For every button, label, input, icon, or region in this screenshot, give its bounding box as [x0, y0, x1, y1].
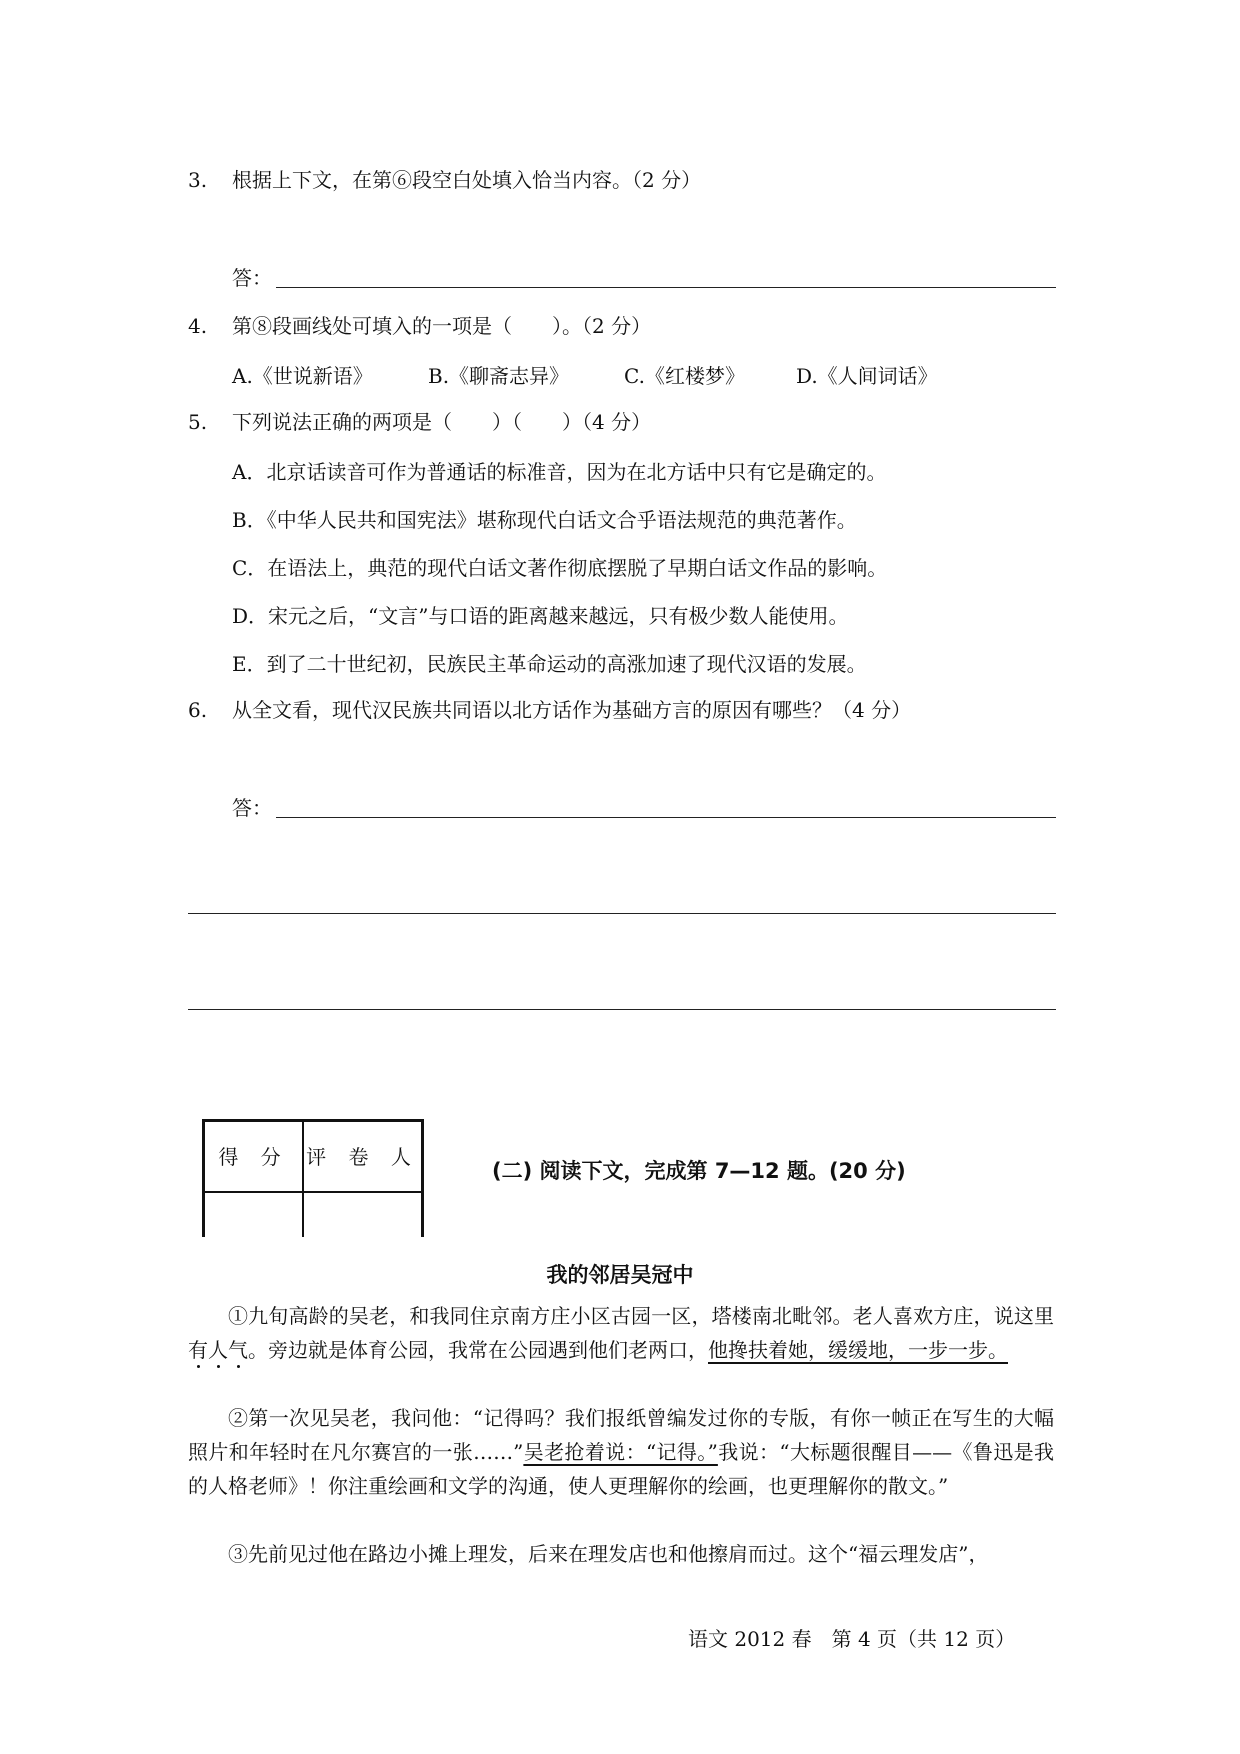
grader-input-cell[interactable] [304, 1193, 421, 1237]
question-text: 根据上下文，在第⑥段空白处填入恰当内容。（2 分） [232, 168, 702, 192]
paragraph-2 [188, 1401, 1054, 1503]
paragraph-text: 我说：“大标题很醒目——《鲁迅是我的人格老师》！你注重绘画和文学的沟通，使人更理解你的绘画，也更理解你的散文。” [188, 1440, 1054, 1498]
option-c[interactable]: C．在语法上，典范的现代白话文著作彻底摆脱了早期白话文作品的影响。 [232, 556, 888, 580]
grader-label: 评 卷 人 [306, 1145, 419, 1169]
option-d[interactable]: D．宋元之后，“文言”与口语的距离越来越远，只有极少数人能使用。 [232, 604, 849, 628]
answer-line[interactable] [188, 1009, 1056, 1010]
emphasis-char: 气 [228, 1338, 248, 1362]
paragraph-3 [188, 1537, 1054, 1571]
page-footer: 语文 2012 春 第 4 页（共 12 页） [688, 1627, 1016, 1651]
answer-line[interactable] [276, 817, 1056, 818]
option-c[interactable]: C.《红楼梦》 [624, 364, 745, 388]
underlined-sentence: 吴老抢着说：“记得。” [523, 1440, 718, 1464]
paragraph-text: ①九旬高龄的吴老，和我同住京南方庄小区古园一区，塔楼南北毗邻。老人喜欢方庄，说这里 [228, 1304, 1054, 1328]
question-number: 6. [188, 698, 208, 722]
emphasis-char: 人 [208, 1338, 228, 1362]
answer-line[interactable] [188, 913, 1056, 914]
question-number: 5. [188, 410, 208, 434]
question-text: 第⑧段画线处可填入的一项是（ ）。（2 分） [232, 314, 652, 338]
score-table [202, 1119, 424, 1237]
question-text: 从全文看，现代汉民族共同语以北方话作为基础方言的原因有哪些？（4 分） [232, 698, 912, 722]
paragraph-1 [188, 1299, 1054, 1367]
option-d[interactable]: D.《人间词话》 [796, 364, 938, 388]
score-input-cell[interactable] [205, 1193, 302, 1237]
question-4-options [232, 360, 938, 389]
question-number: 3. [188, 168, 208, 192]
question-text: 下列说法正确的两项是（ ）（ ）（4 分） [232, 410, 652, 434]
answer-label: 答： [232, 796, 272, 820]
paragraph-text: 。旁边就是体育公园，我常在公园遇到他们老两口， [248, 1338, 708, 1362]
article-title: 我的邻居吴冠中 [546, 1263, 694, 1287]
option-e[interactable]: E．到了二十世纪初，民族民主革命运动的高涨加速了现代汉语的发展。 [232, 652, 867, 676]
option-b[interactable]: B．《中华人民共和国宪法》堪称现代白话文合乎语法规范的典范著作。 [232, 508, 857, 532]
answer-line[interactable] [276, 287, 1056, 288]
score-label: 得 分 [218, 1145, 289, 1169]
emphasis-char: 有 [188, 1338, 208, 1362]
option-b[interactable]: B.《聊斋志异》 [428, 364, 570, 388]
paragraph-text: ②第一次见吴老，我问他：“记得吗？我们报纸曾编发过你的专版，有你一帧正在写生的大幅照片和年轻时在凡尔赛宫的一张……” [188, 1406, 1054, 1464]
question-6 [0, 696, 1240, 724]
option-a[interactable]: A.《世说新语》 [232, 364, 373, 388]
underlined-sentence: 他搀扶着她，缓缓地，一步一步。 [708, 1338, 1008, 1362]
question-4 [0, 312, 1240, 340]
question-3 [0, 166, 1240, 194]
answer-label: 答： [232, 266, 272, 290]
question-5 [0, 408, 1240, 436]
option-a[interactable]: A．北京话读音可作为普通话的标准音，因为在北方话中只有它是确定的。 [232, 460, 887, 484]
question-number: 4. [188, 314, 208, 338]
paragraph-text: ③先前见过他在路边小摊上理发，后来在理发店也和他擦肩而过。这个“福云理发店”， [228, 1542, 989, 1566]
section-title: (二) 阅读下文，完成第 7—12 题。(20 分) [492, 1159, 906, 1183]
